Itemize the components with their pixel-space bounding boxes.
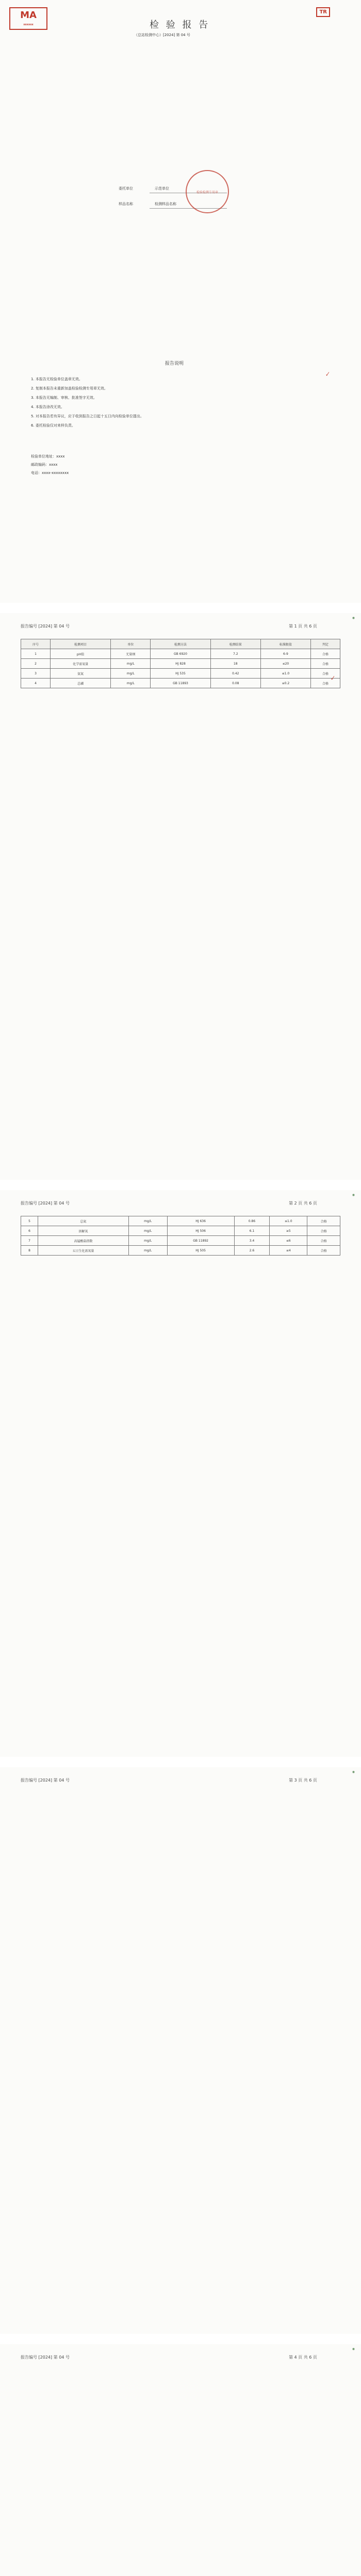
cell: ≥5 — [270, 1226, 307, 1236]
stamp-text: 检验检测专用章 — [196, 190, 218, 194]
cell: 无量纲 — [111, 649, 151, 659]
page-number: 第 4 页 共 6 页 — [289, 2355, 317, 2360]
contact-line-1: 检验单位地址：xxxx — [31, 454, 65, 459]
cell: ≤4 — [270, 1246, 307, 1256]
report-number: （总站检测中心）[2024] 第 04 号 — [134, 33, 190, 37]
cover-page — [0, 0, 361, 603]
cell: 6.1 — [234, 1226, 270, 1236]
col-header: 检测项目 — [50, 639, 110, 649]
table-row — [21, 1236, 340, 1246]
cell: 溶解氧 — [38, 1226, 129, 1236]
cell: HJ 505 — [167, 1246, 234, 1256]
cell: HJ 828 — [151, 659, 210, 669]
cell: 总磷 — [50, 679, 110, 688]
cell: 合格 — [310, 659, 340, 669]
cma-logo-text: MA — [20, 10, 37, 21]
cell: mg/L — [128, 1226, 167, 1236]
cell: mg/L — [111, 669, 151, 679]
cell: GB 11892 — [167, 1236, 234, 1246]
cell: 5 — [21, 1216, 38, 1226]
corner-logo-icon: ◉ — [352, 1193, 355, 1197]
cell: mg/L — [128, 1236, 167, 1246]
cell: 合格 — [307, 1246, 340, 1256]
cell: 五日生化需氧量 — [38, 1246, 129, 1256]
client-label: 委托单位 — [119, 187, 133, 191]
cell: GB 11893 — [151, 679, 210, 688]
cell: HJ 506 — [167, 1226, 234, 1236]
cell: 化学需氧量 — [50, 659, 110, 669]
page-number: 第 3 页 共 6 页 — [289, 1778, 317, 1783]
sample-label: 样品名称 — [119, 202, 133, 206]
report-page-4 — [0, 2344, 361, 2576]
corner-logo-icon: ◉ — [352, 2347, 355, 2351]
page-header: 报告编号 [2024] 第 04 号 — [21, 2355, 70, 2360]
page-number: 第 2 页 共 6 页 — [289, 1201, 317, 1206]
handwritten-note: ✓ — [324, 370, 331, 378]
table-row — [21, 679, 340, 688]
report-page-1 — [0, 613, 361, 1180]
corner-logo-icon: ◉ — [352, 616, 355, 620]
cell: 4 — [21, 679, 51, 688]
cell: 0.42 — [210, 669, 260, 679]
cell: mg/L — [128, 1246, 167, 1256]
col-header: 单位 — [111, 639, 151, 649]
cell: 0.86 — [234, 1216, 270, 1226]
cell: 2 — [21, 659, 51, 669]
cell: GB 6920 — [151, 649, 210, 659]
notice-item-5: 5. 对本报告若有异议，应于收到报告之日起十五日内向检验单位提出。 — [31, 414, 144, 418]
cell: 7.2 — [210, 649, 260, 659]
page-number: 第 1 页 共 6 页 — [289, 624, 317, 629]
cell: ≤20 — [260, 659, 310, 669]
page-header: 报告编号 [2024] 第 04 号 — [21, 1778, 70, 1783]
cell: 8 — [21, 1246, 38, 1256]
cell: 1 — [21, 649, 51, 659]
cell: 氨氮 — [50, 669, 110, 679]
report-page-3 — [0, 1767, 361, 2334]
cell: 7 — [21, 1236, 38, 1246]
notice-title: 报告说明 — [165, 361, 184, 366]
report-page-2 — [0, 1190, 361, 1757]
cell: ≤0.2 — [260, 679, 310, 688]
cell: 高锰酸盐指数 — [38, 1236, 129, 1246]
cell: ≤1.0 — [260, 669, 310, 679]
notice-item-4: 4. 本报告涂改无效。 — [31, 405, 64, 409]
cell: 合格 — [307, 1226, 340, 1236]
handwritten-note: ✓ — [329, 674, 336, 682]
cell: HJ 636 — [167, 1216, 234, 1226]
cell: 2.6 — [234, 1246, 270, 1256]
report-title: 检 验 报 告 — [150, 20, 210, 30]
cell: ≤6 — [270, 1236, 307, 1246]
notice-item-1: 1. 本报告无检验单位盖章无效。 — [31, 377, 83, 381]
cma-logo-sub: xxxxxx — [23, 23, 34, 26]
results-table — [21, 1216, 340, 1256]
cell: 合格 — [310, 649, 340, 659]
table-row — [21, 649, 340, 659]
table-row — [21, 1216, 340, 1226]
cell: ≤1.0 — [270, 1216, 307, 1226]
col-header: 检测方法 — [151, 639, 210, 649]
sample-value: 检测样品名称 — [155, 202, 176, 206]
cell: pH值 — [50, 649, 110, 659]
cell: mg/L — [111, 679, 151, 688]
corner-logo-icon: ◉ — [352, 1770, 355, 1774]
inspection-stamp — [186, 170, 229, 213]
results-table — [21, 639, 340, 688]
table-row — [21, 1246, 340, 1256]
contact-line-2: 邮政编码：xxxx — [31, 463, 58, 467]
tr-badge: TR — [316, 7, 330, 17]
col-header: 检测结果 — [210, 639, 260, 649]
table-header-row — [21, 639, 340, 649]
cell: 3.4 — [234, 1236, 270, 1246]
cell: 总氮 — [38, 1216, 129, 1226]
cell: mg/L — [128, 1216, 167, 1226]
table-row — [21, 669, 340, 679]
cell: 6 — [21, 1226, 38, 1236]
col-header: 判定 — [310, 639, 340, 649]
notice-item-3: 3. 本报告无编制、审核、批准签字无效。 — [31, 396, 97, 400]
cell: 0.08 — [210, 679, 260, 688]
cell: 18 — [210, 659, 260, 669]
table-row — [21, 1226, 340, 1236]
table-row — [21, 659, 340, 669]
cell: 合格 — [307, 1216, 340, 1226]
cell: 合格 — [307, 1236, 340, 1246]
col-header: 标准限值 — [260, 639, 310, 649]
notice-item-2: 2. 复制本报告未重新加盖检验检测专用章无效。 — [31, 386, 108, 391]
client-value: 示范单位 — [155, 187, 169, 191]
cell: 合格 — [310, 669, 340, 679]
page-header: 报告编号 [2024] 第 04 号 — [21, 624, 70, 629]
cell: 合格 — [310, 679, 340, 688]
cell: 3 — [21, 669, 51, 679]
col-header: 序号 — [21, 639, 51, 649]
cell: 6-9 — [260, 649, 310, 659]
page-header: 报告编号 [2024] 第 04 号 — [21, 1201, 70, 1206]
cell: mg/L — [111, 659, 151, 669]
cma-logo — [9, 7, 47, 30]
cell: HJ 535 — [151, 669, 210, 679]
notice-item-6: 6. 委托检验仅对来样负责。 — [31, 423, 75, 428]
contact-line-3: 电话：xxxx-xxxxxxxx — [31, 471, 69, 475]
